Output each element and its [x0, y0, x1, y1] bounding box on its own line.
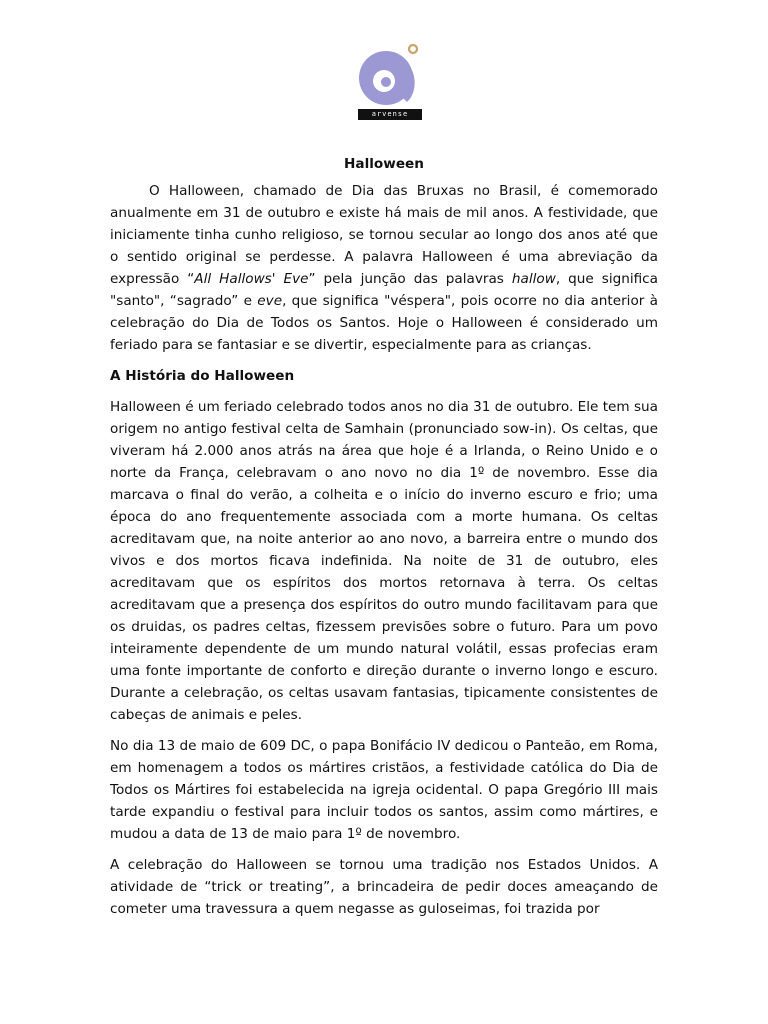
document-title: Halloween [344, 156, 424, 172]
usa-paragraph: A celebração do Halloween se tornou uma tradição nos Estados Unidos. A atividade de “trick or treating”, a brincadeira de pedir doces ameaçando de cometer uma travessura a quem negasse as guloseimas, foi trazida por [110, 857, 658, 917]
history-paragraph: Halloween é um feriado celebrado todos anos no dia 31 de outubro. Ele tem sua origem no antigo festival celta de Samhain (pronunciado sow-in). Os celtas, que viveram há 2.000 anos atrás na área que hoje é a Irlanda, o Reino Unido e o norte da França, celebravam o ano novo no dia 1º de novembro. Esse dia marcava o final do verão, a colheita e o início do inverno escuro e frio; uma época do ano frequentemente associada com a morte humana. Os celtas acreditavam que, na noite anterior ao ano novo, a barreira entre o mundo dos vivos e dos mortos ficava indefinida. Na noite de 31 de outubro, eles acreditavam que os espíritos dos mortos retornava à terra. Os celtas acreditavam que a presença dos espíritos do outro mundo facilitavam para que os druidas, os padres celtas, fizessem previsões sobre o futuro. Para um povo inteiramente dependente de um mundo natural volátil, essas profecias eram uma fonte importante de conforto e direção durante o inverno longo e escuro. Durante a celebração, os celtas usavam fantasias, tipicamente consistentes de cabeças de animais e peles. [110, 399, 658, 723]
arvense-logo-wordmark: arvense [358, 109, 422, 120]
section-heading-historia: A História do Halloween [110, 368, 295, 384]
document-body [110, 153, 658, 929]
pope-paragraph: No dia 13 de maio de 609 DC, o papa Bonifácio IV dedicou o Panteão, em Roma, em homenagem a todos os mártires cristãos, a festividade católica do Dia de Todos os Mártires foi estabelecida na igreja ocidental. O papa Gregório III mais tarde expandiu o festival para incluir todos os santos, assim como mártires, e mudou a data de 13 de maio para 1º de novembro. [110, 738, 658, 842]
arvense-logo-mark-icon [357, 42, 425, 112]
intro-paragraph: O Halloween, chamado de Dia das Bruxas no Brasil, é comemorado anualmente em 31 de outubro e existe há mais de mil anos. A festividade, que iniciamente tinha cunho religioso, se tornou secular ao longo dos anos até que o sentido original se perdesse. A palavra Halloween é uma abreviação da expressão “All Hallows' Eve” pela junção das palavras hallow, que significa "santo", “sagrado” e eve, que significa "véspera", pois ocorre no dia anterior à celebração do Dia de Todos os Santos. Hoje o Halloween é considerado um feriado para se fantasiar e se divertir, especialmente para as crianças. [110, 183, 658, 353]
arvense-logo [357, 42, 425, 124]
